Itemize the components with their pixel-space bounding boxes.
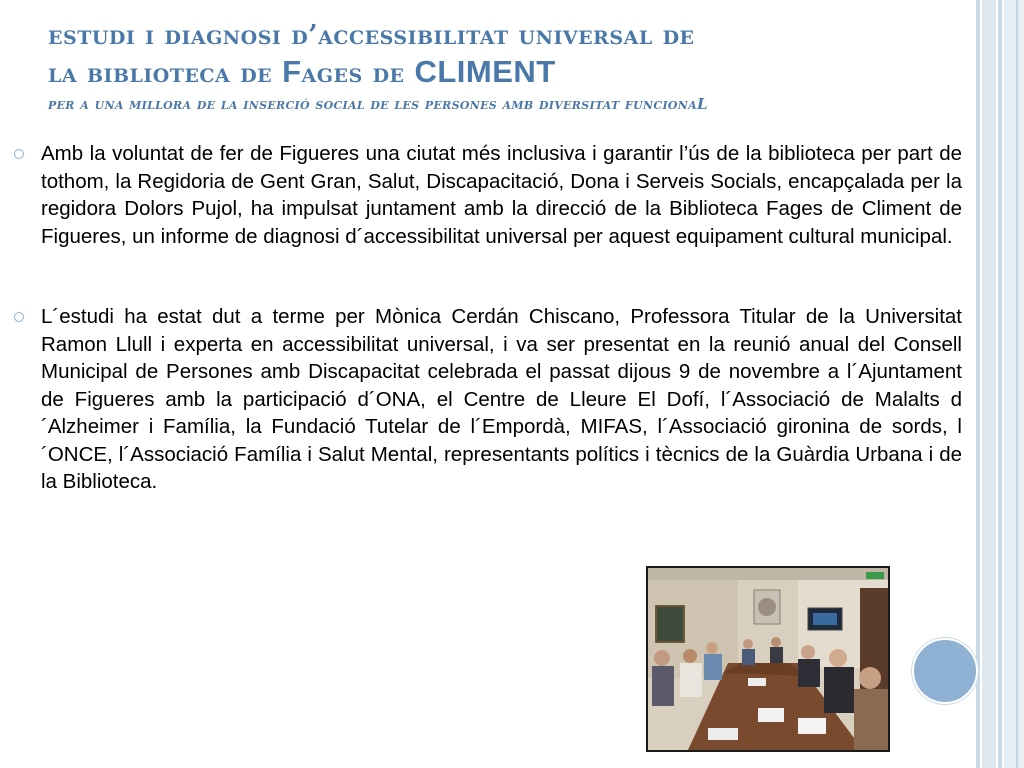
bullet-text: Amb la voluntat de fer de Figueres una ciutat més inclusiva i garantir l’ús de la biblioteca per part de tothom, la Regidoria de Gent Gran, Salut, Discapacitació, Dona i Serveis Socials, encapçalada per la regidora Dolors Pujol, ha impulsat juntament amb la direcció de la Biblioteca Fages de Climent de Figueres, un informe de diagnosi d´accessibilitat universal per aquest equipament cultural municipal. (41, 142, 962, 248)
subtitle-main: per a una millora de la inserció social de les persones amb diversitat funciona (48, 95, 697, 113)
subtitle (48, 93, 948, 115)
bullet-circle-icon (14, 312, 24, 322)
title-ages-de: ages de (301, 58, 415, 89)
stripe (1016, 0, 1018, 768)
stripe (982, 0, 996, 768)
decorative-stripes (976, 0, 1024, 768)
bullet-list (14, 140, 962, 526)
title-line-2-prefix: la biblioteca de (48, 58, 283, 89)
title-initial-f: F (282, 54, 302, 89)
stripe (1004, 0, 1024, 768)
title-climent: CLIMENT (414, 54, 556, 89)
title-line-1: estudi i diagnosi d’accessibilitat universal de (48, 20, 695, 51)
stripe (998, 0, 1002, 768)
stripe (976, 0, 980, 768)
title-line-2 (48, 54, 948, 92)
bullet-item (14, 303, 962, 496)
subtitle-end: L (696, 95, 708, 113)
bullet-text: L´estudi ha estat dut a terme per Mònica Cerdán Chiscano, Professora Titular de la Universitat Ramon Llull i experta en accessibilitat universal, i va ser presentat en la reunió anual del Consell Municipal de Persones amb Discapacitat celebrada el passat dijous 9 de novembre a l´Ajuntament de Figueres amb la participació d´ONA, el Centre de Lleure El Dofí, l´Associació de Malalts d´Alzheimer i Família, la Fundació Tutelar de l´Empordà, MIFAS, l´Associació gironina de sords, l´ONCE, l´Associació Família i Salut Mental, representants polítics i tècnics de la Guàrdia Urbana i de la Biblioteca. (41, 305, 962, 493)
decorative-circle (912, 638, 978, 704)
bullet-item (14, 140, 962, 250)
meeting-photo (646, 566, 890, 752)
meeting-photo-illustration (648, 568, 888, 750)
bullet-circle-icon (14, 149, 24, 159)
slide-title (48, 18, 948, 115)
